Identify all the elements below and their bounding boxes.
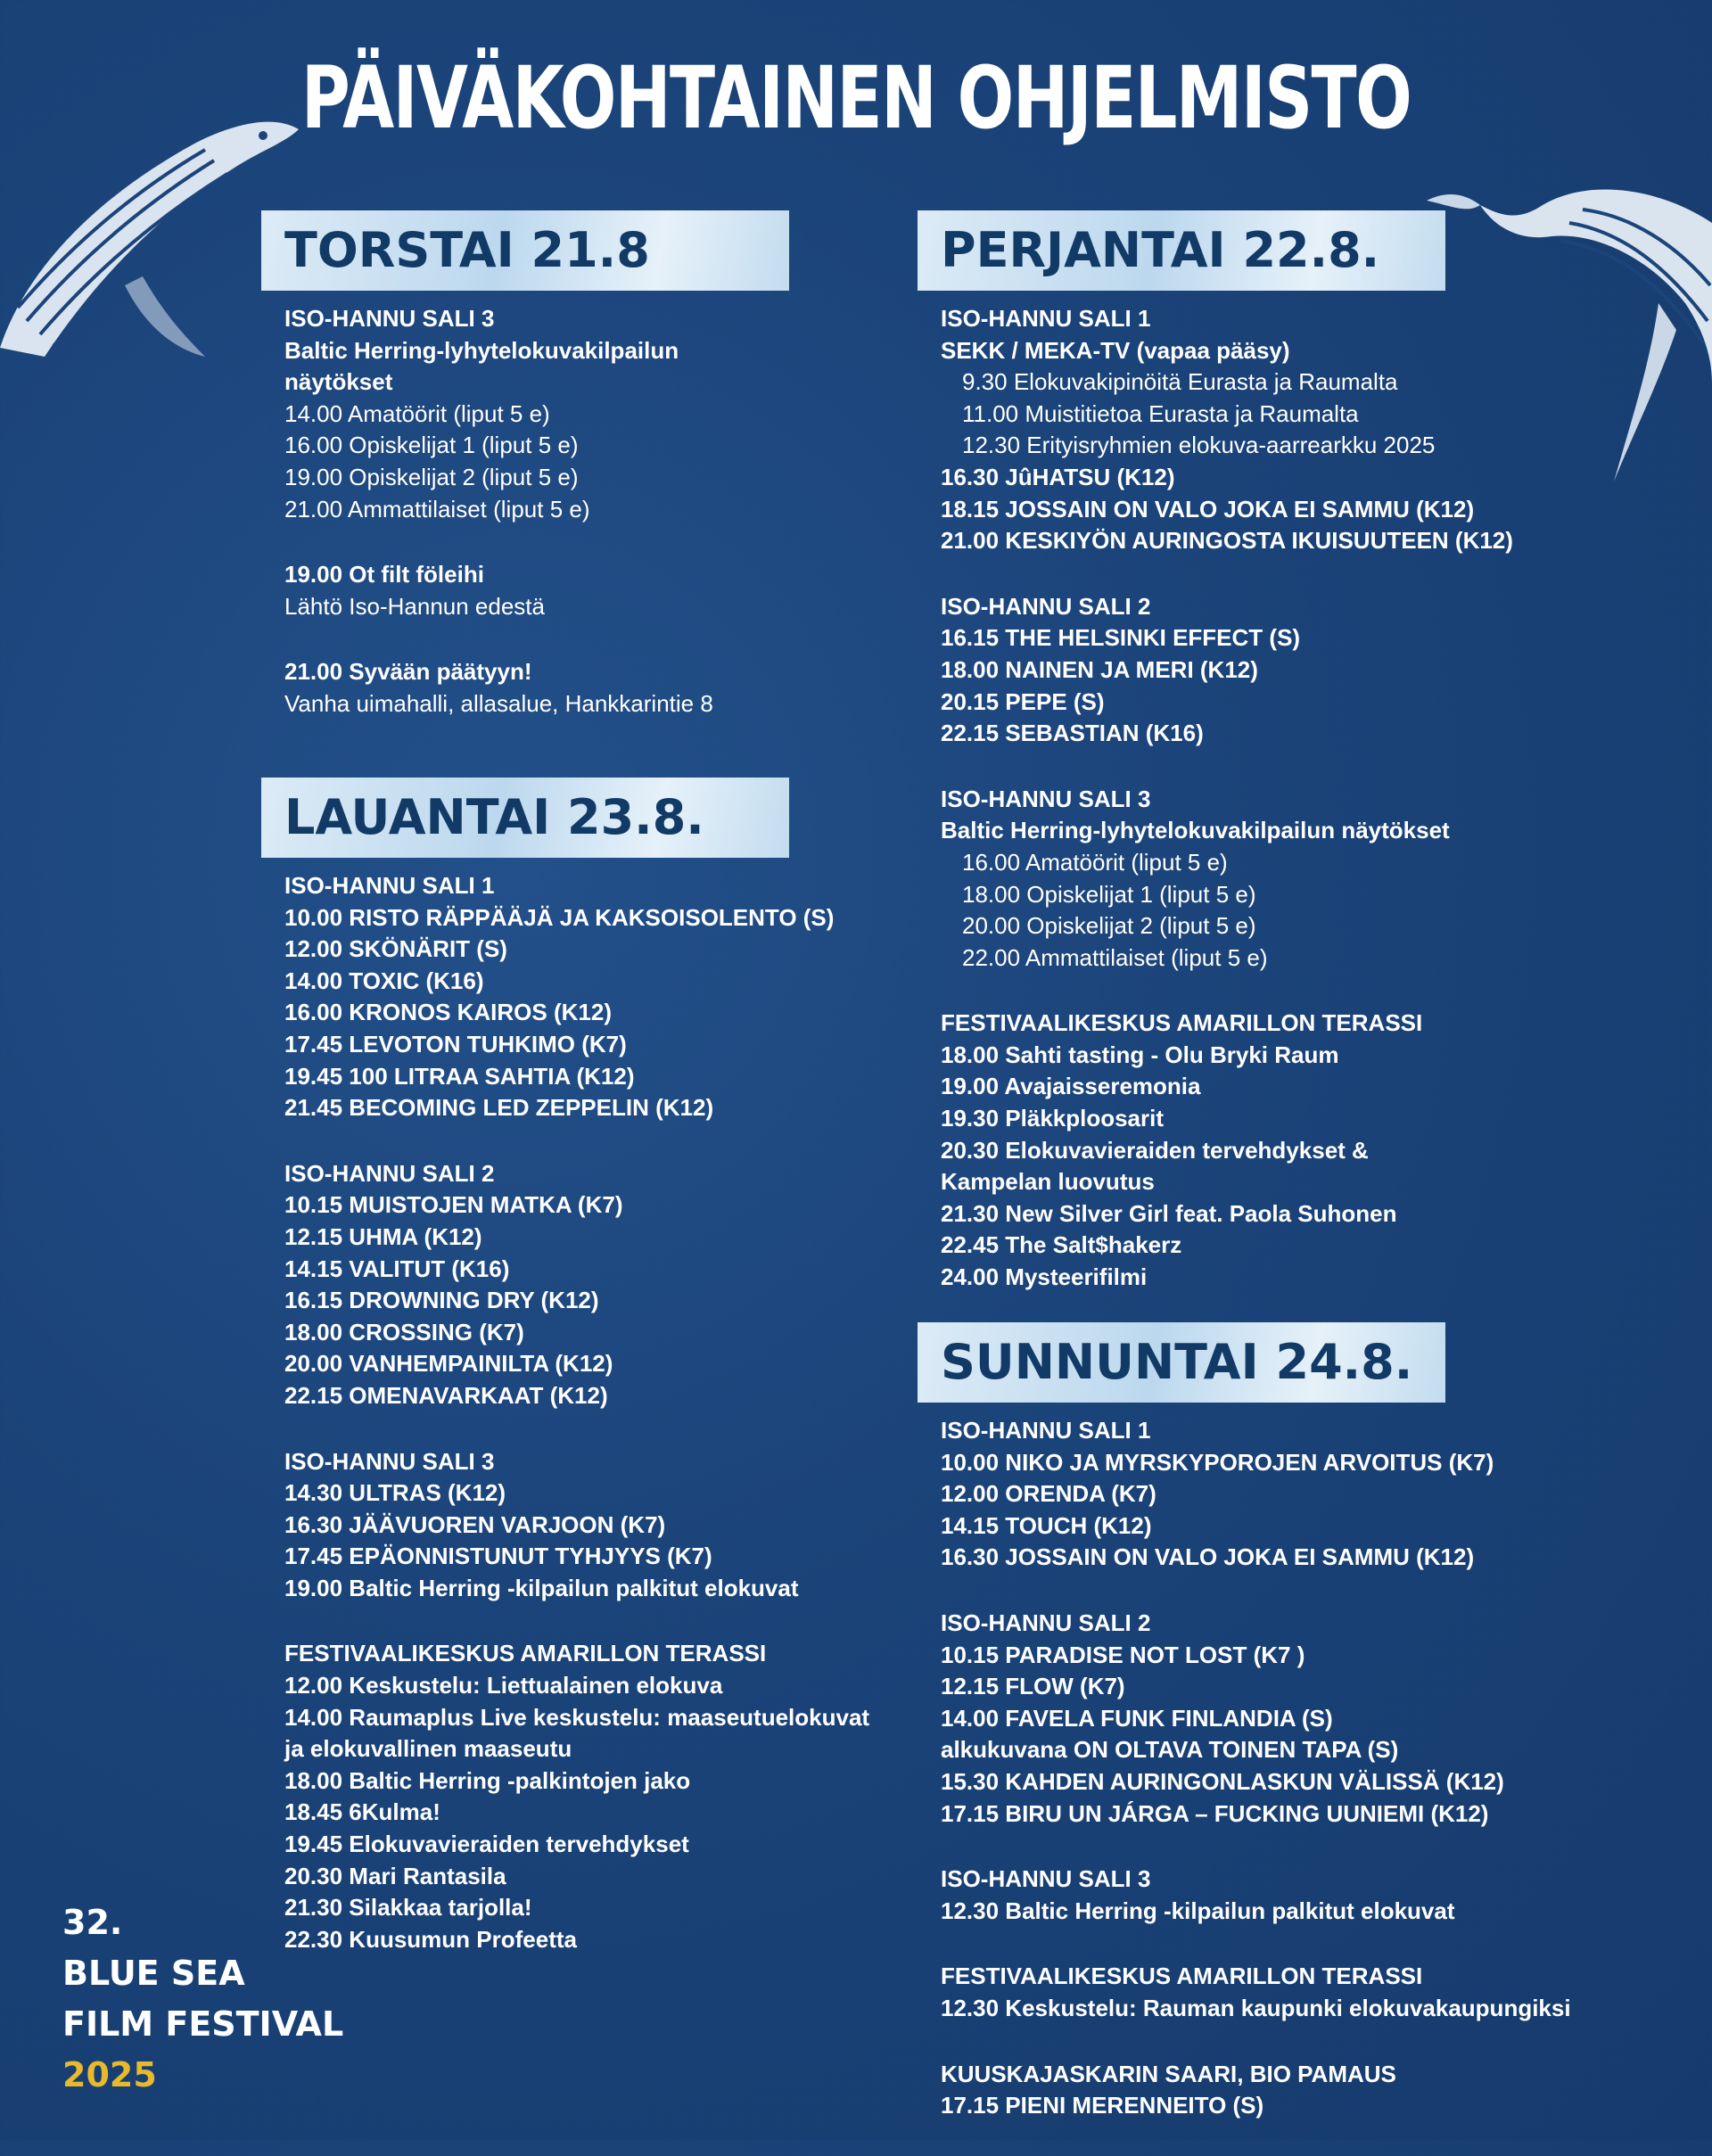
venue-name: FESTIVAALIKESKUS AMARILLON TERASSI — [941, 1963, 1423, 1990]
day-friday — [918, 210, 1513, 1328]
day-header-saturday: LAUANTAI 23.8. — [261, 778, 789, 858]
venue-name: ISO-HANNU SALI 3 — [941, 785, 1151, 812]
venue-block — [918, 1864, 1571, 1927]
festival-logo — [62, 1897, 343, 2101]
schedule-entry: 20.00 Opiskelijat 2 (liput 5 e) — [962, 912, 1256, 940]
venue-block — [918, 1415, 1571, 1574]
schedule-entry: 14.30 ULTRAS (K12) — [284, 1479, 506, 1507]
venue-block — [918, 1608, 1571, 1830]
venue-name: ISO-HANNU SALI 1 — [941, 305, 1151, 332]
schedule-entry: 20.15 PEPE (S) — [941, 687, 1105, 715]
day-thursday — [261, 210, 789, 754]
schedule-entry: näytökset — [284, 368, 393, 396]
schedule-entry: 16.15 DROWNING DRY (K12) — [284, 1287, 599, 1314]
venue-name: ISO-HANNU SALI 1 — [284, 872, 495, 899]
schedule-entry: 18.45 6Kulma! — [284, 1798, 440, 1826]
day-schedule-thursday — [261, 303, 789, 720]
venue-block — [261, 1446, 869, 1605]
festival-edition: 32. — [62, 1903, 123, 1942]
schedule-entry: 16.30 JÄÄVUOREN VARJOON (K7) — [284, 1510, 666, 1538]
schedule-entry: 14.00 TOXIC (K16) — [284, 967, 484, 994]
schedule-entry: 16.00 Amatöörit (liput 5 e) — [962, 848, 1228, 876]
schedule-entry: 18.00 Sahti tasting - Olu Bryki Raum — [941, 1041, 1339, 1068]
venue-block — [918, 784, 1513, 975]
schedule-entry: Baltic Herring-lyhytelokuvakilpailun — [284, 336, 679, 364]
schedule-entry: 22.30 Kuusumun Profeetta — [284, 1925, 577, 1953]
venue-block — [261, 559, 789, 622]
venue-block — [918, 1008, 1513, 1293]
day-schedule-friday — [918, 303, 1513, 1294]
schedule-entry: 12.30 Erityisryhmien elokuva-aarrearkku 2025 — [962, 432, 1436, 459]
schedule-entry: 14.00 Amatöörit (liput 5 e) — [284, 399, 550, 427]
schedule-entry: 24.00 Mysteerifilmi — [941, 1263, 1148, 1291]
venue-block — [261, 303, 789, 525]
festival-name-line2: FILM FESTIVAL — [62, 2004, 344, 2044]
venue-name: ISO-HANNU SALI 3 — [284, 1447, 495, 1475]
schedule-entry: 17.15 BIRU UN JÁRGA – FUCKING UUNIEMI (K12) — [941, 1799, 1489, 1827]
schedule-entry: 21.30 Silakkaa tarjolla! — [284, 1894, 532, 1921]
venue-block — [261, 656, 789, 720]
schedule-entry: 11.00 Muistitietoa Eurasta ja Raumalta — [962, 399, 1359, 427]
schedule-entry: 14.00 FAVELA FUNK FINLANDIA (S) — [941, 1704, 1333, 1732]
schedule-entry: 19.00 Opiskelijat 2 (liput 5 e) — [284, 463, 579, 490]
schedule-entry: 10.00 RISTO RÄPPÄÄJÄ JA KAKSOISOLENTO (S) — [284, 903, 835, 931]
schedule-entry: 18.15 JOSSAIN ON VALO JOKA EI SAMMU (K12) — [941, 495, 1475, 523]
schedule-entry: 19.45 100 LITRAA SAHTIA (K12) — [284, 1062, 635, 1090]
schedule-entry: 17.45 EPÄONNISTUNUT TYHJYYS (K7) — [284, 1543, 712, 1570]
schedule-entry: 22.15 SEBASTIAN (K16) — [941, 720, 1204, 747]
schedule-entry: 14.15 TOUCH (K12) — [941, 1511, 1152, 1539]
schedule-entry: 10.15 MUISTOJEN MATKA (K7) — [284, 1191, 623, 1219]
schedule-entry: 21.00 KESKIYÖN AURINGOSTA IKUISUUTEEN (K12) — [941, 527, 1513, 555]
schedule-entry: 10.15 PARADISE NOT LOST (K7 ) — [941, 1641, 1305, 1668]
schedule-entry: 17.45 LEVOTON TUHKIMO (K7) — [284, 1030, 627, 1057]
schedule-entry: 12.00 Keskustelu: Liettualainen elokuva — [284, 1672, 723, 1699]
day-header-thursday: TORSTAI 21.8 — [261, 210, 789, 291]
schedule-entry: 16.00 Opiskelijat 1 (liput 5 e) — [284, 432, 579, 459]
day-sunday — [918, 1322, 1571, 2156]
schedule-entry: 12.00 ORENDA (K7) — [941, 1480, 1156, 1508]
schedule-entry: 21.30 New Silver Girl feat. Paola Suhonen — [941, 1199, 1397, 1227]
schedule-entry: 16.30 JOSSAIN ON VALO JOKA EI SAMMU (K12) — [941, 1543, 1475, 1571]
schedule-entry: 16.30 JûHATSU (K12) — [941, 463, 1175, 490]
schedule-entry: 12.15 UHMA (K12) — [284, 1222, 482, 1250]
schedule-entry: 20.30 Elokuvavieraiden tervehdykset & — [941, 1136, 1369, 1164]
schedule-entry: 18.00 CROSSING (K7) — [284, 1318, 524, 1345]
venue-block — [261, 1638, 869, 1955]
schedule-entry: 21.45 BECOMING LED ZEPPELIN (K12) — [284, 1094, 714, 1122]
schedule-entry: 22.00 Ammattilaiset (liput 5 e) — [962, 943, 1268, 971]
schedule-entry: 14.15 VALITUT (K16) — [284, 1255, 510, 1282]
schedule-entry: 17.15 PIENI MERENNEITO (S) — [941, 2092, 1264, 2119]
festival-name-line1: BLUE SEA — [62, 1954, 245, 1993]
venue-name: KUUSKAJASKARIN SAARI, BIO PAMAUS — [941, 2060, 1396, 2087]
schedule-entry: 20.30 Mari Rantasila — [284, 1862, 506, 1889]
schedule-entry: 21.00 Ammattilaiset (liput 5 e) — [284, 495, 590, 523]
schedule-entry: Lähtö Iso-Hannun edestä — [284, 592, 545, 620]
schedule-entry: 12.30 Baltic Herring -kilpailun palkitut elokuvat — [941, 1897, 1455, 1924]
venue-block — [261, 1158, 869, 1412]
day-header-sunday: SUNNUNTAI 24.8. — [918, 1322, 1445, 1403]
venue-block — [918, 303, 1513, 557]
schedule-entry: 12.00 SKÖNÄRIT (S) — [284, 935, 507, 963]
schedule-entry: Kampelan luovutus — [941, 1168, 1155, 1196]
schedule-entry: 18.00 NAINEN JA MERI (K12) — [941, 655, 1258, 683]
schedule-entry: 10.00 NIKO JA MYRSKYPOROJEN ARVOITUS (K7) — [941, 1448, 1494, 1476]
schedule-entry: 18.00 Baltic Herring -palkintojen jako — [284, 1766, 691, 1794]
venue-name: 21.00 Syvään päätyyn! — [284, 658, 532, 686]
schedule-entry: 19.00 Avajaisseremonia — [941, 1073, 1201, 1100]
venue-block — [918, 1961, 1571, 2024]
schedule-entry: ja elokuvallinen maaseutu — [284, 1735, 572, 1763]
page-title: PÄIVÄKOHTAINEN OHJELMISTO — [300, 48, 1412, 148]
schedule-entry: 15.30 KAHDEN AURINGONLASKUN VÄLISSÄ (K12) — [941, 1767, 1504, 1795]
venue-name: ISO-HANNU SALI 3 — [941, 1865, 1151, 1893]
schedule-entry: Vanha uimahalli, allasalue, Hankkarintie 8 — [284, 689, 713, 717]
schedule-entry: Baltic Herring-lyhytelokuvakilpailun näytökset — [941, 817, 1450, 844]
schedule-entry: 19.45 Elokuvavieraiden tervehdykset — [284, 1831, 689, 1858]
schedule-entry: 19.00 Baltic Herring -kilpailun palkitut elokuvat — [284, 1574, 799, 1601]
schedule-entry: 16.15 THE HELSINKI EFFECT (S) — [941, 624, 1301, 652]
schedule-entry: 14.00 Raumaplus Live keskustelu: maaseutuelokuvat — [284, 1703, 870, 1731]
day-schedule-saturday — [261, 870, 869, 1955]
venue-block — [918, 591, 1513, 750]
venue-name: ISO-HANNU SALI 2 — [941, 592, 1151, 620]
day-saturday — [261, 778, 869, 1989]
schedule-entry: 22.15 OMENAVARKAAT (K12) — [284, 1381, 608, 1409]
schedule-entry: alkukuvana ON OLTAVA TOINEN TAPA (S) — [941, 1736, 1399, 1764]
schedule-entry: 20.00 VANHEMPAINILTA (K12) — [284, 1350, 613, 1378]
schedule-entry: 9.30 Elokuvakipinöitä Eurasta ja Raumalta — [962, 368, 1398, 396]
schedule-entry: 19.30 Pläkkploosarit — [941, 1105, 1165, 1132]
schedule-entry: 12.30 Keskustelu: Rauman kaupunki elokuvakaupungiksi — [941, 1994, 1571, 2021]
schedule-entry: 12.15 FLOW (K7) — [941, 1673, 1125, 1700]
venue-name: 19.00 Ot filt föleihi — [284, 561, 484, 588]
venue-name: FESTIVAALIKESKUS AMARILLON TERASSI — [284, 1640, 767, 1667]
schedule-entry: SEKK / MEKA-TV (vapaa pääsy) — [941, 336, 1290, 364]
venue-name: ISO-HANNU SALI 3 — [284, 305, 495, 332]
schedule-entry: 16.00 KRONOS KAIROS (K12) — [284, 999, 612, 1026]
venue-name: ISO-HANNU SALI 2 — [941, 1609, 1151, 1636]
day-header-friday: PERJANTAI 22.8. — [918, 210, 1445, 291]
venue-block — [261, 870, 869, 1124]
venue-name: FESTIVAALIKESKUS AMARILLON TERASSI — [941, 1009, 1423, 1037]
venue-block — [918, 2059, 1571, 2122]
day-schedule-sunday — [918, 1415, 1571, 2122]
schedule-entry: 18.00 Opiskelijat 1 (liput 5 e) — [962, 880, 1256, 908]
venue-name: ISO-HANNU SALI 1 — [941, 1417, 1151, 1444]
venue-name: ISO-HANNU SALI 2 — [284, 1159, 495, 1187]
schedule-entry: 22.45 The Salt$hakerz — [941, 1231, 1182, 1259]
festival-year: 2025 — [62, 2055, 157, 2094]
